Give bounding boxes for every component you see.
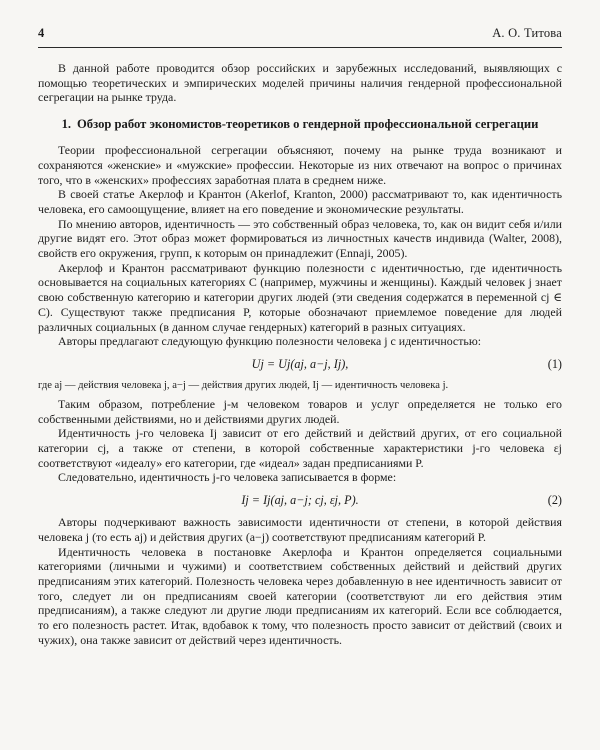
body-paragraph-6: Таким образом, потребление j-м человеком товаров и услуг определяется не только его собственными действиями, но и действиями других людей. xyxy=(38,396,562,426)
equation-2-number: (2) xyxy=(547,493,562,508)
section-number: 1. xyxy=(61,117,72,132)
intro-paragraph: В данной работе проводится обзор российских и зарубежных исследований, выявляющих с помощью теоретических и эмпирических моделей причины наличия гендерной профессиональной сегрегации на рынке труда. xyxy=(38,61,562,105)
body-paragraph-10: Идентичность человека в постановке Акерлофа и Крантон определяется социальными категориями (личными и чужими) и соответствием собственных действий и действий других предписаниям этих категорий. Полезность человека через добавленную в нее идентичность зависит от того, следует ли он предписаниям своей категории (соответствуют ли его действия этим предписаниям), а также следуют ли другие люди предписаниям их категорий. Если все соблюдается, то его полезность растет. Итак, вдобавок к тому, что полезность просто зависит от действий (своих и чужих), она также зависит от действий через идентичность. xyxy=(38,544,562,647)
body-paragraph-8: Следовательно, идентичность j-го человека записывается в форме: xyxy=(58,470,397,485)
body-paragraph-1: Теории профессиональной сегрегации объясняют, почему на рынке труда возникают и сохраняются «женские» и «мужские» профессии. Некоторые из них отвечают на вопрос о причинах того, что в «женских» профессиях заработная плата в среднем ниже. xyxy=(38,143,562,187)
body-paragraph-7: Идентичность j-го человека Ij зависит от его действий и действий других, от его социальной категории cj, а также от степени, в которой собственные характеристики j-го человека εj соответствуют «идеалу» его категории, где «идеал» задан предписаниями P. xyxy=(38,426,562,470)
equation-1-number: (1) xyxy=(547,356,562,371)
body-paragraph-2: В своей статье Акерлоф и Крантон (Akerlof, Kranton, 2000) рассматривают то, как идентичность человека, его самоощущение, влияет на его поведение и экономические результаты. xyxy=(38,187,562,216)
equation-1-formula: Uj = Uj(aj, a−j, Ij), xyxy=(251,356,349,371)
running-author: А. О. Титова xyxy=(492,26,562,40)
page-number: 4 xyxy=(38,26,45,40)
equation-2-formula: Ij = Ij(aj, a−j; cj, εj, P). xyxy=(241,493,359,508)
body-paragraph-3: По мнению авторов, идентичность — это собственный образ человека, то, как он видит себя и/или другие видят его. Этот образ может формироваться из личностных качеств индивида (Walter, 2008), свойств его окружения, групп, к которым он принадлежит (Ennaji, 2005). xyxy=(38,216,562,261)
equation-1-note: где aj — действия человека j, a−j — действия других людей, Ij — идентичность человека j. xyxy=(38,379,449,391)
running-header xyxy=(38,26,562,48)
section-title: Обзор работ экономистов-теоретиков о гендерной профессиональной сегрегации xyxy=(77,117,539,132)
equation-1 xyxy=(38,357,562,372)
body-paragraph-4: Акерлоф и Крантон рассматривают функцию полезности с идентичностью, где идентичность основывается на социальных категориях C (например, мужчины и женщины). Каждый человек j знает свою собственную категорию и категории других людей (эти сведения содержатся в переменной cj ∈ C). Существуют также предписания P, которые обозначают приемлемое поведение для людей различных социальных (в данном случае гендерных) категорий в разных ситуациях. xyxy=(38,260,562,334)
equation-2 xyxy=(38,493,562,508)
body-paragraph-5: Авторы предлагают следующую функцию полезности человека j с идентичностью: xyxy=(58,334,482,349)
body-paragraph-9: Авторы подчеркивают важность зависимости идентичности от степени, в которой действия человека j (то есть aj) и действия других (a−j) соответствуют предписаниям категорий P. xyxy=(38,515,562,544)
section-heading xyxy=(38,117,562,132)
